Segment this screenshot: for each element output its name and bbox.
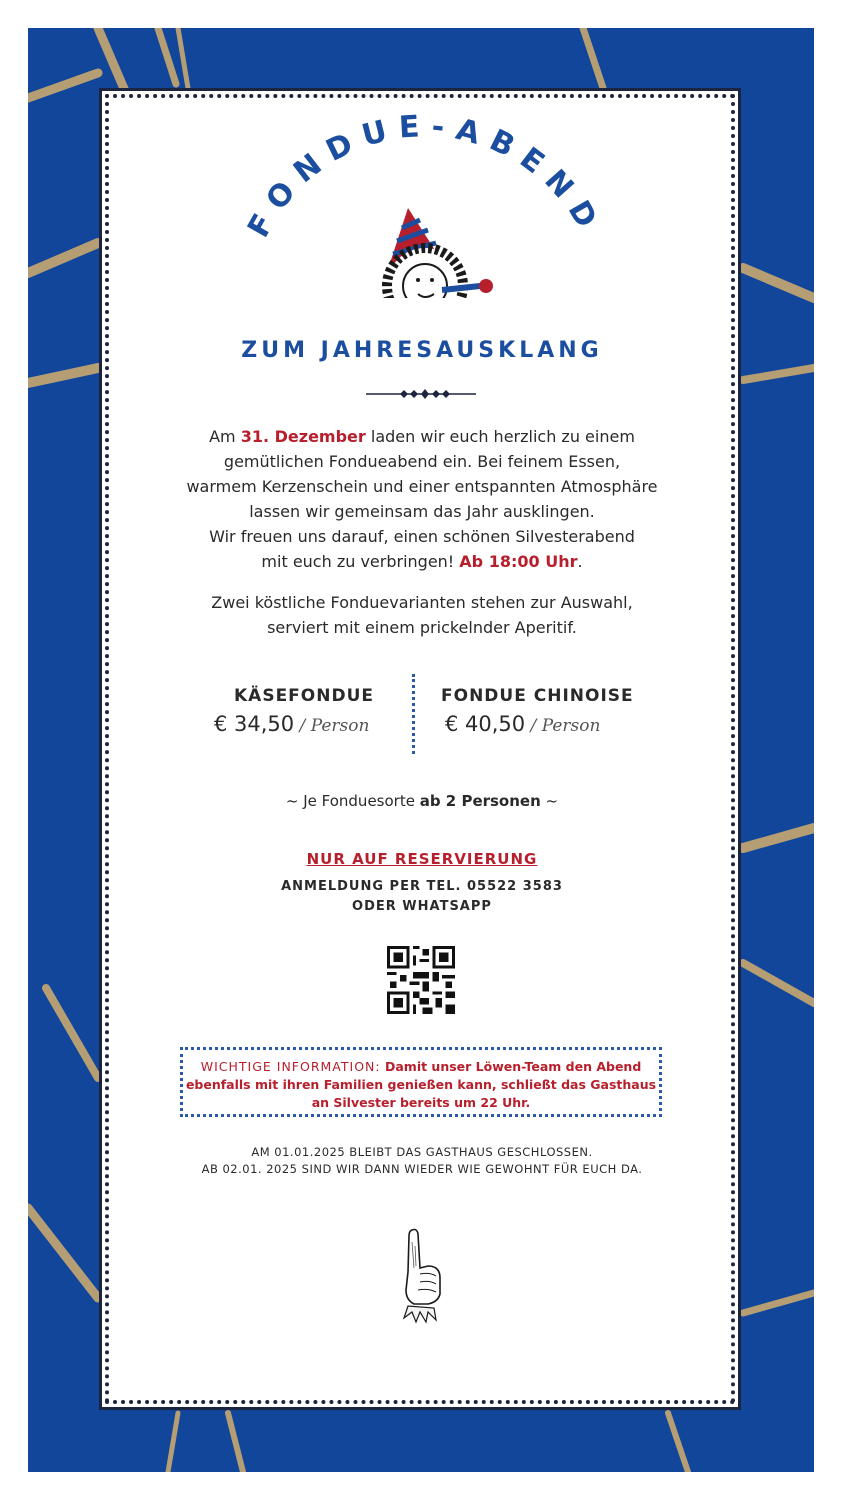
arc-title xyxy=(150,108,690,298)
pointing-hand-icon xyxy=(398,1228,448,1324)
subtitle: ZUM JAHRESAUSKLANG xyxy=(241,338,603,363)
qr-code-icon[interactable] xyxy=(387,946,455,1014)
ornament-divider xyxy=(366,388,476,400)
phone-line: ANMELDUNG PER TEL. 05522 3583 xyxy=(281,879,563,894)
page-title: FONDUE-ABEND xyxy=(241,108,609,244)
closing-line-1: AM 01.01.2025 BLEIBT DAS GASTHAUS GESCHLOSSEN. xyxy=(251,1145,593,1159)
intro-text xyxy=(0,424,844,574)
event-date: 31. Dezember xyxy=(240,427,366,446)
intro-line-1: Am 31. Dezember laden wir euch herzlich zu einem xyxy=(209,427,635,446)
important-info-text: WICHTIGE INFORMATION: Damit unser Löwen-Team den Abend ebenfalls mit ihren Familien genießen kann, schließt das Gasthaus an Silvester bereits um 22 Uhr. xyxy=(185,1059,657,1110)
lion-party-hat-icon xyxy=(387,208,493,298)
whatsapp-line: ODER WHATSAPP xyxy=(352,899,492,914)
closing-line-2: AB 02.01. 2025 SIND WIR DANN WIEDER WIE GEWOHNT FÜR EUCH DA. xyxy=(201,1162,643,1176)
intro-line-5: Wir freuen uns darauf, einen schönen Silvesterabend xyxy=(209,527,635,546)
price-name-chinoise: FONDUE CHINOISE xyxy=(441,686,634,706)
important-info-box xyxy=(180,1047,662,1117)
price-separator xyxy=(412,674,415,754)
important-info-label: WICHTIGE INFORMATION: xyxy=(200,1059,381,1074)
intro-line-3: warmem Kerzenschein und einer entspannten Atmosphäre xyxy=(186,477,658,496)
minimum-persons: ~ Je Fonduesorte ab 2 Personen ~ xyxy=(285,792,559,810)
price-chinoise: € 40,50 / Person xyxy=(445,712,601,736)
reservation-contact xyxy=(0,877,844,917)
intro-line-4: lassen wir gemeinsam das Jahr ausklingen. xyxy=(249,502,595,521)
svg-text:FONDUE-ABEND xyxy=(241,109,609,244)
price-kaesefondue: € 34,50 / Person xyxy=(214,712,370,736)
variants-text: Zwei köstliche Fonduevarianten stehen zur Auswahl, serviert mit einem prickelnder Aperitif. xyxy=(211,593,633,637)
start-time: Ab 18:00 Uhr xyxy=(459,552,578,571)
intro-line-6: mit euch zu verbringen! Ab 18:00 Uhr. xyxy=(261,552,583,571)
closing-notice xyxy=(0,1144,844,1178)
price-name-kaesefondue: KÄSEFONDUE xyxy=(234,686,375,706)
intro-line-2: gemütlichen Fondueabend ein. Bei feinem Essen, xyxy=(223,452,621,471)
reservation-headline: NUR AUF RESERVIERUNG xyxy=(306,850,538,868)
